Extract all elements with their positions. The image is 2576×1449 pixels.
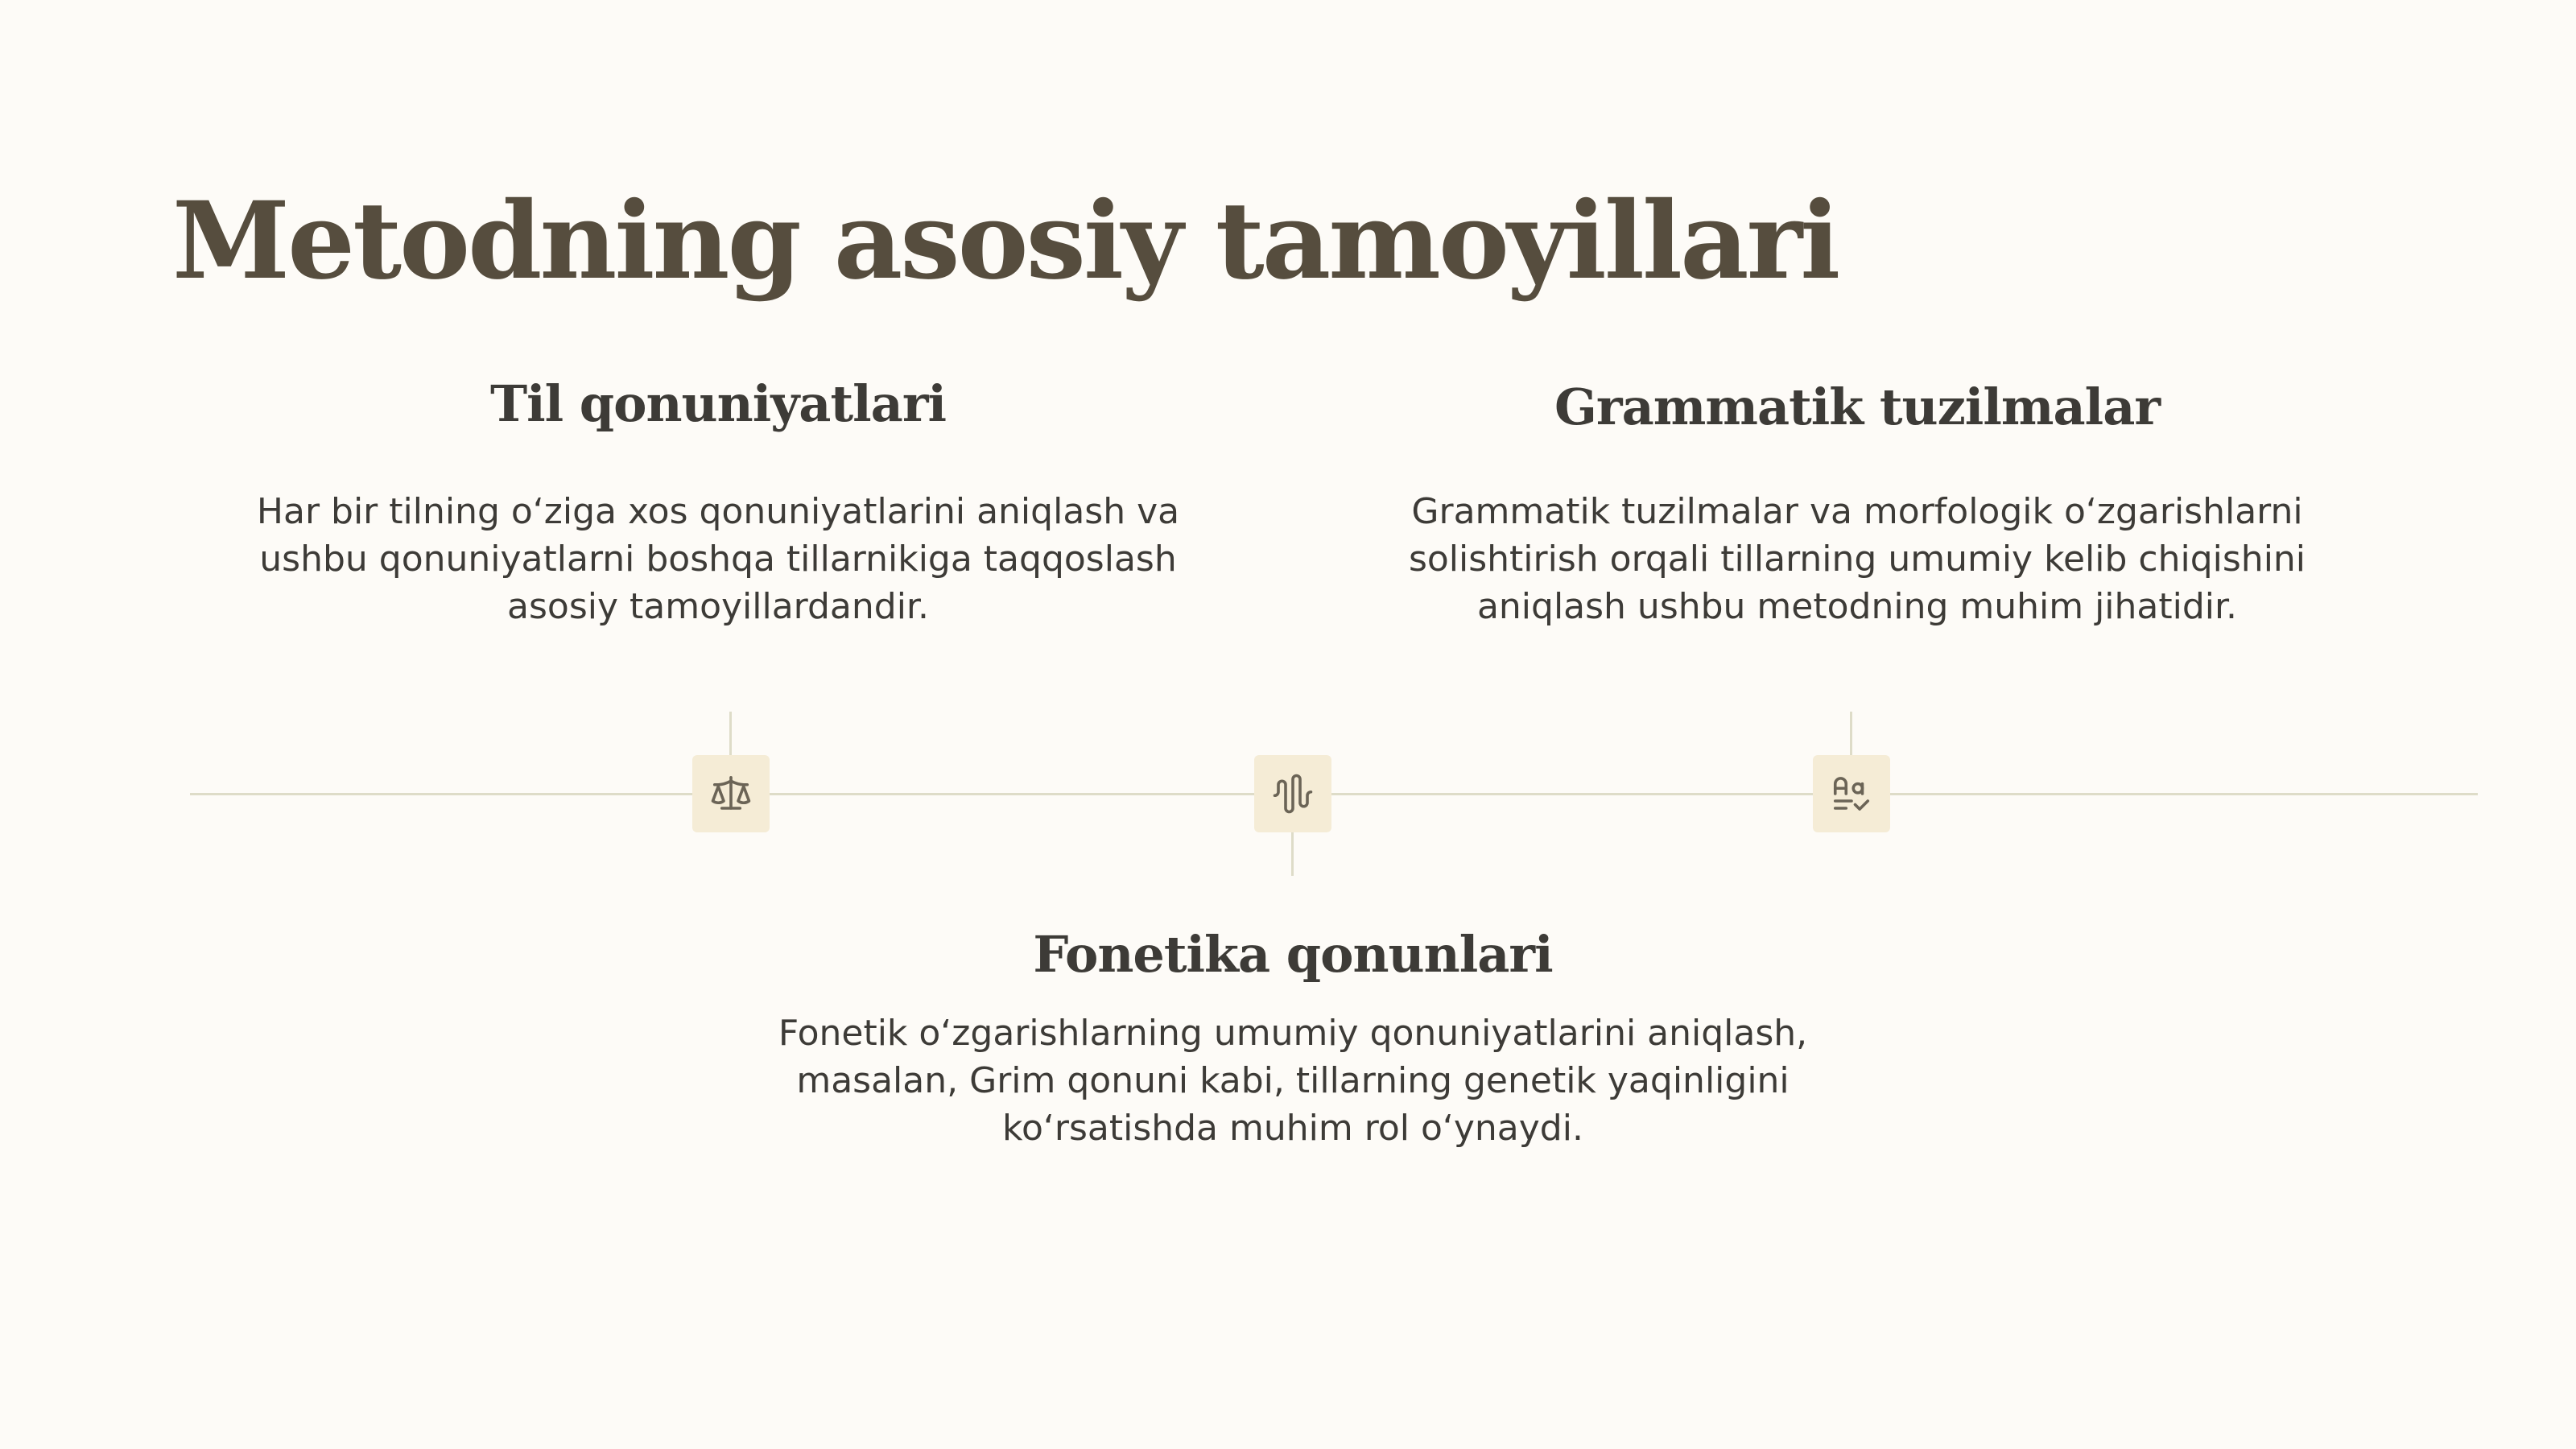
text-check-icon: [1830, 772, 1873, 815]
principle-item-fonetika-qonunlari: [770, 924, 1816, 1152]
timeline-node-scale: [692, 755, 770, 832]
timeline-node-text-check: [1813, 755, 1890, 832]
timeline-connector: [1291, 832, 1294, 876]
sound-wave-icon: [1271, 772, 1315, 815]
item-description: Grammatik tuzilmalar va morfologik o‘zgarishlarni solishtirish orqali tillarning umumiy kelib chiqishini aniqlash ushbu metodning muhim jihatidir.: [1408, 491, 2306, 627]
scale-icon: [709, 772, 753, 815]
slide-title: Metodning asosiy tamoyillari: [172, 179, 1839, 303]
timeline-connector: [729, 712, 732, 757]
timeline-connector: [1850, 712, 1852, 757]
timeline-node-sound-wave: [1254, 755, 1331, 832]
item-heading: Til qonuniyatlari: [489, 374, 947, 433]
item-heading: Fonetika qonunlari: [1033, 925, 1553, 984]
principle-item-til-qonuniyatlari: [211, 374, 1225, 630]
item-description: Har bir tilning o‘ziga xos qonuniyatlarini aniqlash va ushbu qonuniyatlarni boshqa tillarnikiga taqqoslash asosiy tamoyillardandir.: [256, 491, 1180, 627]
item-description: Fonetik o‘zgarishlarning umumiy qonuniyatlarini aniqlash, masalan, Grim qonuni kabi, tillarning genetik yaqinligini ko‘rsatishda muhim rol o‘ynaydi.: [778, 1013, 1808, 1149]
timeline-line: [190, 793, 2478, 795]
item-heading: Grammatik tuzilmalar: [1554, 378, 2161, 436]
principle-item-grammatik-tuzilmalar: [1338, 377, 2376, 630]
